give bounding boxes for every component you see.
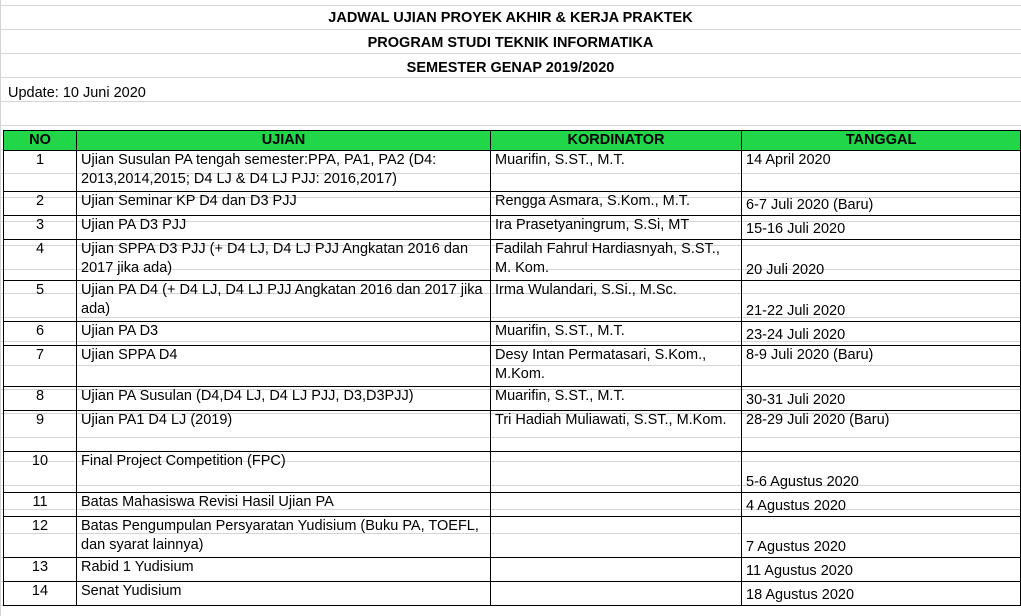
cell-tanggal[interactable]: 30-31 Juli 2020	[742, 387, 1021, 411]
title-line-1: JADWAL UJIAN PROYEK AKHIR & KERJA PRAKTEK	[328, 10, 693, 26]
col-header-ujian[interactable]: UJIAN	[77, 131, 491, 151]
cell-tanggal[interactable]: 28-29 Juli 2020 (Baru)	[742, 411, 1021, 452]
cell-tanggal[interactable]: 15-16 Juli 2020	[742, 216, 1021, 240]
cell-no[interactable]: 6	[4, 322, 77, 346]
cell-tanggal[interactable]: 5-6 Agustus 2020	[742, 452, 1021, 493]
cell-no[interactable]: 7	[4, 346, 77, 387]
table-row	[4, 322, 1021, 346]
cell-ujian[interactable]: Final Project Competition (FPC)	[77, 452, 491, 493]
cell-kordinator[interactable]: Muarifin, S.ST., M.T.	[491, 387, 742, 411]
table-row	[4, 281, 1021, 322]
update-date: Update: 10 Juni 2020	[8, 85, 146, 101]
cell-no[interactable]: 13	[4, 558, 77, 582]
cell-ujian[interactable]: Ujian SPPA D3 PJJ (+ D4 LJ, D4 LJ PJJ Angkatan 2016 dan 2017 jika ada)	[77, 240, 491, 281]
cell-no[interactable]: 12	[4, 517, 77, 558]
col-header-tanggal[interactable]: TANGGAL	[742, 131, 1021, 151]
cell-ujian[interactable]: Ujian PA D3	[77, 322, 491, 346]
cell-no[interactable]: 11	[4, 493, 77, 517]
table-row	[4, 240, 1021, 281]
title-line-2: PROGRAM STUDI TEKNIK INFORMATIKA	[367, 35, 654, 51]
col-header-kordinator[interactable]: KORDINATOR	[491, 131, 742, 151]
cell-ujian[interactable]: Batas Mahasiswa Revisi Hasil Ujian PA	[77, 493, 491, 517]
cell-tanggal[interactable]: 18 Agustus 2020	[742, 582, 1021, 606]
cell-ujian[interactable]: Ujian PA1 D4 LJ (2019)	[77, 411, 491, 452]
title-line-3: SEMESTER GENAP 2019/2020	[406, 60, 615, 76]
cell-no[interactable]: 5	[4, 281, 77, 322]
cell-kordinator[interactable]	[491, 582, 742, 606]
cell-ujian[interactable]: Ujian SPPA D4	[77, 346, 491, 387]
table-header-row	[4, 131, 1021, 151]
table-row	[4, 216, 1021, 240]
cell-ujian[interactable]: Ujian Susulan PA tengah semester:PPA, PA1, PA2 (D4: 2013,2014,2015; D4 LJ & D4 LJ PJJ: 2016,2017)	[77, 151, 491, 192]
table-row	[4, 346, 1021, 387]
cell-no[interactable]: 14	[4, 582, 77, 606]
table-row	[4, 493, 1021, 517]
table-row	[4, 558, 1021, 582]
table-row	[4, 387, 1021, 411]
col-header-no[interactable]: NO	[4, 131, 77, 151]
cell-no[interactable]: 2	[4, 192, 77, 216]
cell-kordinator[interactable]	[491, 493, 742, 517]
cell-ujian[interactable]: Rabid 1 Yudisium	[77, 558, 491, 582]
cell-tanggal[interactable]: 7 Agustus 2020	[742, 517, 1021, 558]
cell-kordinator[interactable]	[491, 452, 742, 493]
table-row	[4, 582, 1021, 606]
cell-no[interactable]: 3	[4, 216, 77, 240]
schedule-table	[3, 130, 1021, 606]
cell-kordinator[interactable]: Desy Intan Permatasari, S.Kom., M.Kom.	[491, 346, 742, 387]
table-row	[4, 452, 1021, 493]
table-row	[4, 411, 1021, 452]
cell-tanggal[interactable]: 11 Agustus 2020	[742, 558, 1021, 582]
cell-tanggal[interactable]: 23-24 Juli 2020	[742, 322, 1021, 346]
cell-kordinator[interactable]: Muarifin, S.ST., M.T.	[491, 151, 742, 192]
cell-kordinator[interactable]: Fadilah Fahrul Hardiasnyah, S.ST., M. Kom.	[491, 240, 742, 281]
cell-no[interactable]: 4	[4, 240, 77, 281]
cell-kordinator[interactable]	[491, 558, 742, 582]
cell-ujian[interactable]: Ujian PA D3 PJJ	[77, 216, 491, 240]
cell-ujian[interactable]: Ujian PA Susulan (D4,D4 LJ, D4 LJ PJJ, D3,D3PJJ)	[77, 387, 491, 411]
cell-no[interactable]: 9	[4, 411, 77, 452]
cell-kordinator[interactable]: Ira Prasetyaningrum, S.Si, MT	[491, 216, 742, 240]
cell-kordinator[interactable]: Irma Wulandari, S.Si., M.Sc.	[491, 281, 742, 322]
cell-kordinator[interactable]: Muarifin, S.ST., M.T.	[491, 322, 742, 346]
cell-kordinator[interactable]	[491, 517, 742, 558]
cell-tanggal[interactable]: 20 Juli 2020	[742, 240, 1021, 281]
cell-ujian[interactable]: Ujian Seminar KP D4 dan D3 PJJ	[77, 192, 491, 216]
table-row	[4, 517, 1021, 558]
cell-ujian[interactable]: Senat Yudisium	[77, 582, 491, 606]
cell-tanggal[interactable]: 4 Agustus 2020	[742, 493, 1021, 517]
cell-kordinator[interactable]: Rengga Asmara, S.Kom., M.T.	[491, 192, 742, 216]
cell-kordinator[interactable]: Tri Hadiah Muliawati, S.ST., M.Kom.	[491, 411, 742, 452]
cell-ujian[interactable]: Ujian PA D4 (+ D4 LJ, D4 LJ PJJ Angkatan 2016 dan 2017 jika ada)	[77, 281, 491, 322]
cell-no[interactable]: 1	[4, 151, 77, 192]
table-row	[4, 151, 1021, 192]
cell-no[interactable]: 8	[4, 387, 77, 411]
cell-tanggal[interactable]: 21-22 Juli 2020	[742, 281, 1021, 322]
cell-tanggal[interactable]: 14 April 2020	[742, 151, 1021, 192]
cell-tanggal[interactable]: 8-9 Juli 2020 (Baru)	[742, 346, 1021, 387]
cell-ujian[interactable]: Batas Pengumpulan Persyaratan Yudisium (Buku PA, TOEFL, dan syarat lainnya)	[77, 517, 491, 558]
cell-no[interactable]: 10	[4, 452, 77, 493]
cell-tanggal[interactable]: 6-7 Juli 2020 (Baru)	[742, 192, 1021, 216]
table-row	[4, 192, 1021, 216]
